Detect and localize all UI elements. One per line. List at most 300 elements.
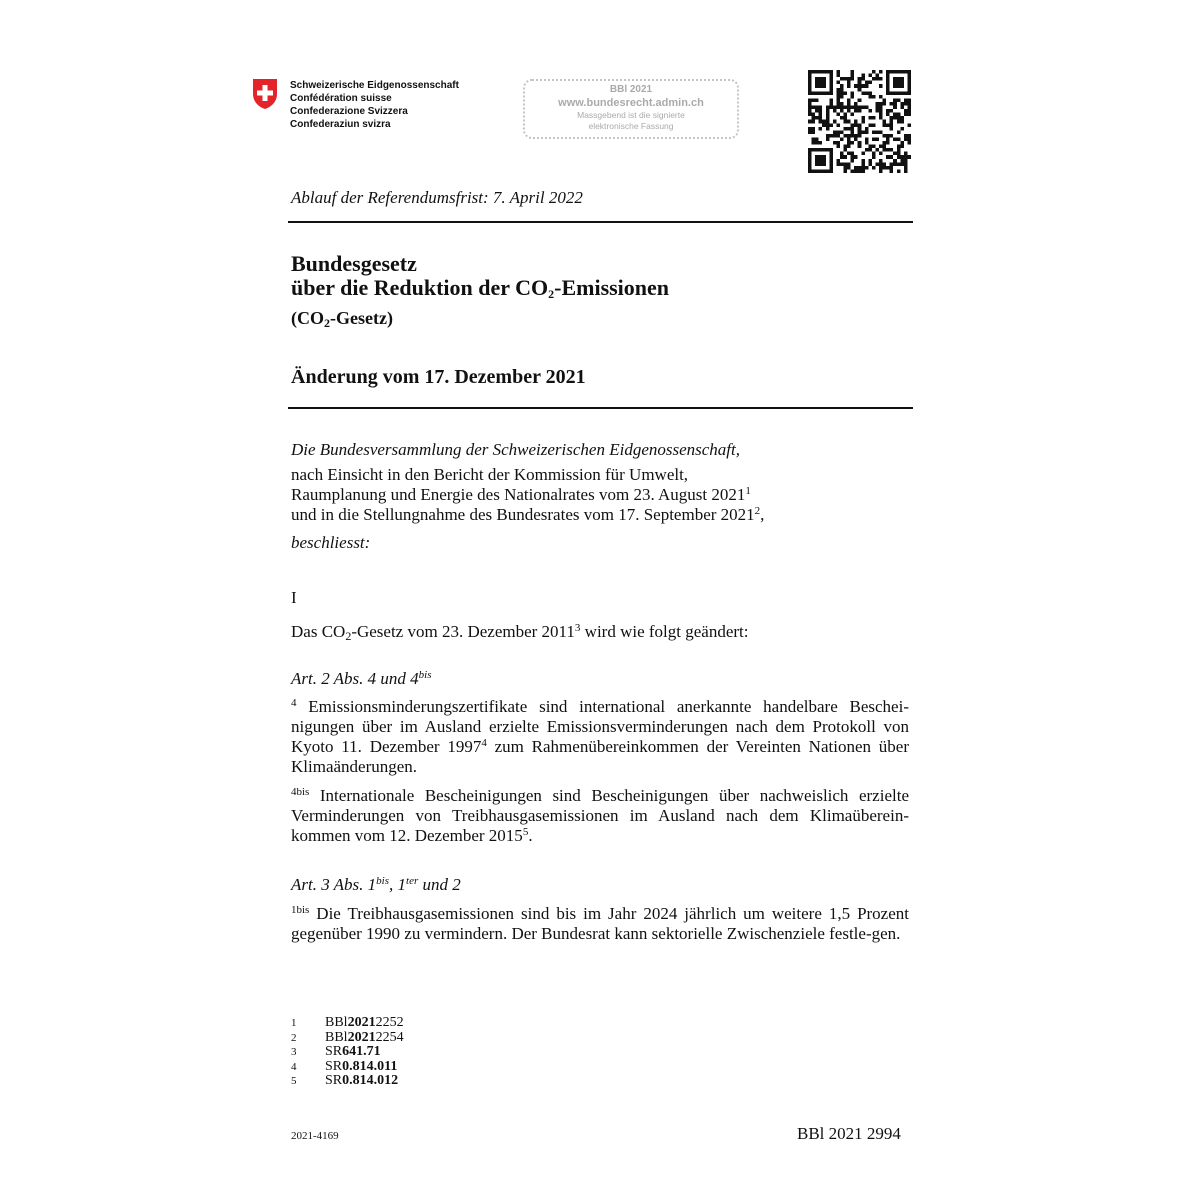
qr-module [868, 95, 872, 99]
qr-module [904, 102, 908, 106]
qr-module [808, 166, 812, 170]
qr-module [819, 84, 823, 88]
qr-module [847, 120, 851, 124]
swiss-coat-of-arms-icon [252, 78, 278, 110]
qr-module [900, 70, 904, 74]
qr-module [822, 162, 826, 166]
qr-module [829, 162, 833, 166]
footnote-ref[interactable]: 4 [481, 737, 487, 749]
qr-module [900, 81, 904, 85]
footnote-ref[interactable]: 3 [574, 622, 581, 634]
qr-module [900, 106, 904, 110]
qr-module [826, 169, 830, 173]
qr-module [815, 91, 819, 95]
qr-module [826, 116, 830, 120]
qr-module [851, 95, 855, 99]
qr-module [883, 123, 887, 127]
qr-module [854, 155, 858, 159]
qr-module [829, 77, 833, 81]
qr-module [868, 145, 872, 149]
qr-module [826, 134, 830, 138]
qr-module [822, 155, 826, 159]
qr-module [861, 74, 865, 78]
qr-module [829, 81, 833, 85]
qr-module [897, 162, 901, 166]
qr-module [907, 91, 911, 95]
qr-module [897, 77, 901, 81]
qr-module [829, 84, 833, 88]
section-number: I [291, 588, 297, 607]
qr-module [897, 169, 901, 173]
qr-module [907, 106, 911, 110]
footnote-ref[interactable]: 1 [745, 485, 751, 497]
qr-module [900, 91, 904, 95]
preamble-resolves: beschliesst: [291, 533, 371, 552]
footnote-item: 4 SR 0.814.011 [291, 1058, 398, 1074]
article-3-heading: Art. 3 Abs. $1^{bis}$, $1^{ter}$ und 2 [291, 875, 461, 894]
qr-module [879, 130, 883, 134]
qr-module [872, 70, 876, 74]
qr-module [886, 148, 890, 152]
qr-module [815, 141, 819, 145]
qr-module [854, 109, 858, 113]
qr-module [868, 74, 872, 78]
qr-module [858, 145, 862, 149]
qr-module [875, 109, 879, 113]
qr-module [897, 81, 901, 85]
law-short-title: $(CO_2-Gesetz)$ [291, 308, 393, 330]
qr-module [829, 91, 833, 95]
qr-module [808, 70, 812, 74]
qr-module [822, 70, 826, 74]
qr-module [897, 98, 901, 102]
qr-module [893, 162, 897, 166]
qr-module [872, 123, 876, 127]
qr-module [812, 91, 816, 95]
qr-module [890, 70, 894, 74]
qr-module [904, 159, 908, 163]
qr-module [854, 84, 858, 88]
qr-module [829, 169, 833, 173]
qr-module [893, 106, 897, 110]
qr-module [844, 116, 848, 120]
qr-module [907, 155, 911, 159]
qr-module [808, 148, 812, 152]
qr-module [861, 106, 865, 110]
qr-module [826, 70, 830, 74]
qr-module [812, 169, 816, 173]
qr-module [868, 81, 872, 85]
qr-module [893, 81, 897, 85]
qr-module [904, 162, 908, 166]
qr-module [890, 102, 894, 106]
qr-module [868, 148, 872, 152]
qr-module [826, 91, 830, 95]
footnote-ref[interactable]: 5 [522, 826, 529, 838]
qr-module [893, 91, 897, 95]
qr-module [879, 113, 883, 117]
qr-module [865, 84, 869, 88]
qr-module [883, 166, 887, 170]
qr-module [808, 130, 812, 134]
qr-module [815, 81, 819, 85]
qr-module [886, 166, 890, 170]
qr-module [890, 169, 894, 173]
qr-module [886, 141, 890, 145]
qr-module [826, 120, 830, 124]
qr-module [847, 102, 851, 106]
qr-module [893, 84, 897, 88]
qr-module [858, 141, 862, 145]
qr-module [861, 166, 865, 170]
qr-module [833, 109, 837, 113]
qr-module [833, 120, 837, 124]
qr-module [829, 123, 833, 127]
qr-module [819, 116, 823, 120]
qr-module [836, 95, 840, 99]
qr-module [829, 74, 833, 78]
qr-module [847, 152, 851, 156]
qr-module [840, 102, 844, 106]
qr-module [808, 159, 812, 163]
qr-module [854, 102, 858, 106]
qr-module [829, 155, 833, 159]
qr-module [819, 155, 823, 159]
qr-module [865, 148, 869, 152]
qr-module [851, 123, 855, 127]
qr-module [836, 91, 840, 95]
qr-module [819, 109, 823, 113]
qr-module [815, 109, 819, 113]
qr-module [812, 148, 816, 152]
qr-module [851, 127, 855, 131]
qr-module [847, 145, 851, 149]
qr-module [815, 84, 819, 88]
qr-module [815, 77, 819, 81]
qr-module [897, 130, 901, 134]
qr-module [847, 77, 851, 81]
qr-module [851, 74, 855, 78]
qr-module [812, 70, 816, 74]
qr-module [900, 102, 904, 106]
qr-module [861, 120, 865, 124]
qr-module [907, 137, 911, 141]
qr-module [829, 166, 833, 170]
qr-module [897, 70, 901, 74]
qr-module [900, 159, 904, 163]
qr-module [858, 166, 862, 170]
qr-module [875, 102, 879, 106]
qr-module [893, 98, 897, 102]
qr-module [836, 98, 840, 102]
qr-module [900, 120, 904, 124]
article-2-paragraph-4: $^4$ Emissionsminderungszertifikate sind international anerkannte handelbare Beschei-nigungen über im Ausland erzielte Emissionsverminderungen nach dem Protokoll von Kyoto 11. Dezember 1997$^4$ zum Rahmenübereinkommen der Vereinten Nationen über Klimaänderungen. [291, 697, 909, 776]
qr-module [808, 91, 812, 95]
qr-module [872, 116, 876, 120]
qr-module [872, 95, 876, 99]
qr-module [858, 77, 862, 81]
qr-module [819, 159, 823, 163]
qr-module [847, 137, 851, 141]
page-reference: BBl 2021 2994 [797, 1124, 901, 1143]
preamble-considerations [291, 465, 764, 525]
qr-module [879, 102, 883, 106]
qr-module [808, 88, 812, 92]
qr-module [883, 98, 887, 102]
qr-module [858, 134, 862, 138]
qr-module [904, 109, 908, 113]
qr-module [808, 98, 812, 102]
qr-module [822, 169, 826, 173]
qr-module [847, 127, 851, 131]
qr-module [851, 130, 855, 134]
qr-module [836, 88, 840, 92]
qr-module [868, 162, 872, 166]
qr-module [900, 116, 904, 120]
qr-module [879, 106, 883, 110]
qr-module [840, 137, 844, 141]
qr-module [815, 155, 819, 159]
amendment-date: Änderung vom 17. Dezember 2021 [291, 366, 586, 388]
qr-module [858, 169, 862, 173]
qr-module [886, 74, 890, 78]
qr-module [836, 141, 840, 145]
qr-module [826, 137, 830, 141]
qr-module [890, 134, 894, 138]
qr-module [893, 70, 897, 74]
qr-module [858, 84, 862, 88]
qr-module [886, 123, 890, 127]
qr-module [836, 81, 840, 85]
qr-module [893, 113, 897, 117]
qr-module [844, 127, 848, 131]
qr-module [819, 91, 823, 95]
qr-module [829, 106, 833, 110]
qr-module [879, 109, 883, 113]
qr-module [861, 159, 865, 163]
qr-module [826, 148, 830, 152]
qr-module [904, 169, 908, 173]
qr-module [815, 106, 819, 110]
qr-module [854, 137, 858, 141]
qr-module [844, 120, 848, 124]
qr-module [808, 113, 812, 117]
qr-module [886, 77, 890, 81]
qr-module [868, 91, 872, 95]
qr-module [904, 113, 908, 117]
qr-module [897, 84, 901, 88]
qr-module [883, 145, 887, 149]
qr-module [840, 130, 844, 134]
qr-module [844, 162, 848, 166]
qr-module [808, 81, 812, 85]
qr-module [854, 106, 858, 110]
footnote-item: 2 BBl 2021 2254 [291, 1029, 404, 1045]
qr-module [851, 77, 855, 81]
stamp-note-2: elektronische Fassung [588, 121, 674, 131]
qr-module [808, 74, 812, 78]
qr-code-icon [808, 70, 911, 173]
qr-module [822, 120, 826, 124]
qr-module [808, 102, 812, 106]
qr-module [851, 113, 855, 117]
qr-module [819, 141, 823, 145]
law-title-line1: Bundesgesetz [291, 251, 417, 276]
qr-module [819, 127, 823, 131]
qr-module [815, 70, 819, 74]
qr-module [868, 159, 872, 163]
qr-module [907, 134, 911, 138]
qr-module [897, 116, 901, 120]
signature-stamp [523, 79, 739, 139]
qr-module [907, 84, 911, 88]
qr-module [822, 81, 826, 85]
qr-module [840, 84, 844, 88]
qr-module [851, 155, 855, 159]
qr-module [844, 169, 848, 173]
qr-module [847, 166, 851, 170]
qr-module [890, 166, 894, 170]
qr-module [808, 109, 812, 113]
qr-module [833, 130, 837, 134]
qr-module [819, 70, 823, 74]
title-divider [288, 407, 913, 409]
qr-module [879, 70, 883, 74]
qr-module [900, 84, 904, 88]
qr-module [900, 141, 904, 145]
qr-module [897, 113, 901, 117]
qr-module [897, 137, 901, 141]
qr-module [836, 102, 840, 106]
qr-module [861, 169, 865, 173]
qr-module [822, 84, 826, 88]
qr-module [907, 77, 911, 81]
qr-module [897, 145, 901, 149]
footnotes [291, 1016, 404, 1089]
stamp-url[interactable]: www.bundesrecht.admin.ch [558, 97, 704, 109]
qr-module [812, 127, 816, 131]
qr-module [879, 169, 883, 173]
qr-module [890, 91, 894, 95]
qr-module [808, 152, 812, 156]
qr-module [822, 123, 826, 127]
qr-module [890, 162, 894, 166]
qr-module [819, 81, 823, 85]
qr-module [844, 113, 848, 117]
qr-module [858, 106, 862, 110]
qr-module [812, 98, 816, 102]
qr-module [854, 169, 858, 173]
confederation-name-it: Confederazione Svizzera [290, 106, 408, 117]
qr-module [865, 106, 869, 110]
qr-module [872, 166, 876, 170]
qr-module [812, 137, 816, 141]
qr-module [865, 130, 869, 134]
qr-module [858, 88, 862, 92]
qr-module [883, 162, 887, 166]
qr-module [858, 98, 862, 102]
qr-module [840, 77, 844, 81]
qr-module [904, 98, 908, 102]
qr-module [890, 123, 894, 127]
stamp-gazette: BBl 2021 [609, 84, 653, 95]
qr-module [883, 120, 887, 124]
qr-module [865, 91, 869, 95]
qr-module [897, 152, 901, 156]
qr-module [829, 148, 833, 152]
qr-module [858, 109, 862, 113]
qr-module [890, 109, 894, 113]
qr-module [879, 95, 883, 99]
qr-module [861, 152, 865, 156]
qr-module [851, 134, 855, 138]
qr-module [875, 77, 879, 81]
qr-module [819, 169, 823, 173]
qr-module [847, 98, 851, 102]
footnote-ref[interactable]: 2 [754, 505, 761, 517]
qr-module [886, 81, 890, 85]
qr-module [875, 74, 879, 78]
preamble-line3: und in die Stellungnahme des Bundesrates vom 17. September 2021$^2$, [291, 505, 765, 524]
qr-module [822, 77, 826, 81]
qr-module [844, 77, 848, 81]
qr-module [904, 134, 908, 138]
qr-module [833, 134, 837, 138]
qr-module [872, 137, 876, 141]
qr-module [836, 74, 840, 78]
qr-module [875, 137, 879, 141]
qr-module [875, 148, 879, 152]
qr-module [836, 130, 840, 134]
qr-module [833, 141, 837, 145]
qr-module [836, 106, 840, 110]
qr-module [808, 84, 812, 88]
footnote-item: 1 BBl 2021 2252 [291, 1015, 404, 1030]
qr-module [875, 106, 879, 110]
qr-module [858, 81, 862, 85]
qr-module [890, 120, 894, 124]
qr-module [854, 134, 858, 138]
qr-module [883, 134, 887, 138]
qr-module [861, 116, 865, 120]
qr-module [812, 130, 816, 134]
qr-module [812, 120, 816, 124]
confederation-names [290, 79, 459, 131]
law-title [291, 252, 669, 300]
qr-module [840, 162, 844, 166]
footnote-item: 5 SR 0.814.012 [291, 1073, 399, 1089]
qr-module [907, 98, 911, 102]
qr-module [897, 91, 901, 95]
qr-module [900, 127, 904, 131]
qr-module [861, 84, 865, 88]
qr-module [854, 123, 858, 127]
qr-module [840, 91, 844, 95]
qr-module [844, 155, 848, 159]
qr-module [893, 102, 897, 106]
qr-module [826, 106, 830, 110]
qr-module [812, 116, 816, 120]
qr-module [890, 148, 894, 152]
qr-module [872, 130, 876, 134]
qr-module [847, 141, 851, 145]
qr-module [829, 134, 833, 138]
confederation-name-fr: Confédération suisse [290, 93, 392, 104]
qr-module [886, 137, 890, 141]
qr-module [893, 159, 897, 163]
qr-module [851, 159, 855, 163]
qr-module [900, 162, 904, 166]
